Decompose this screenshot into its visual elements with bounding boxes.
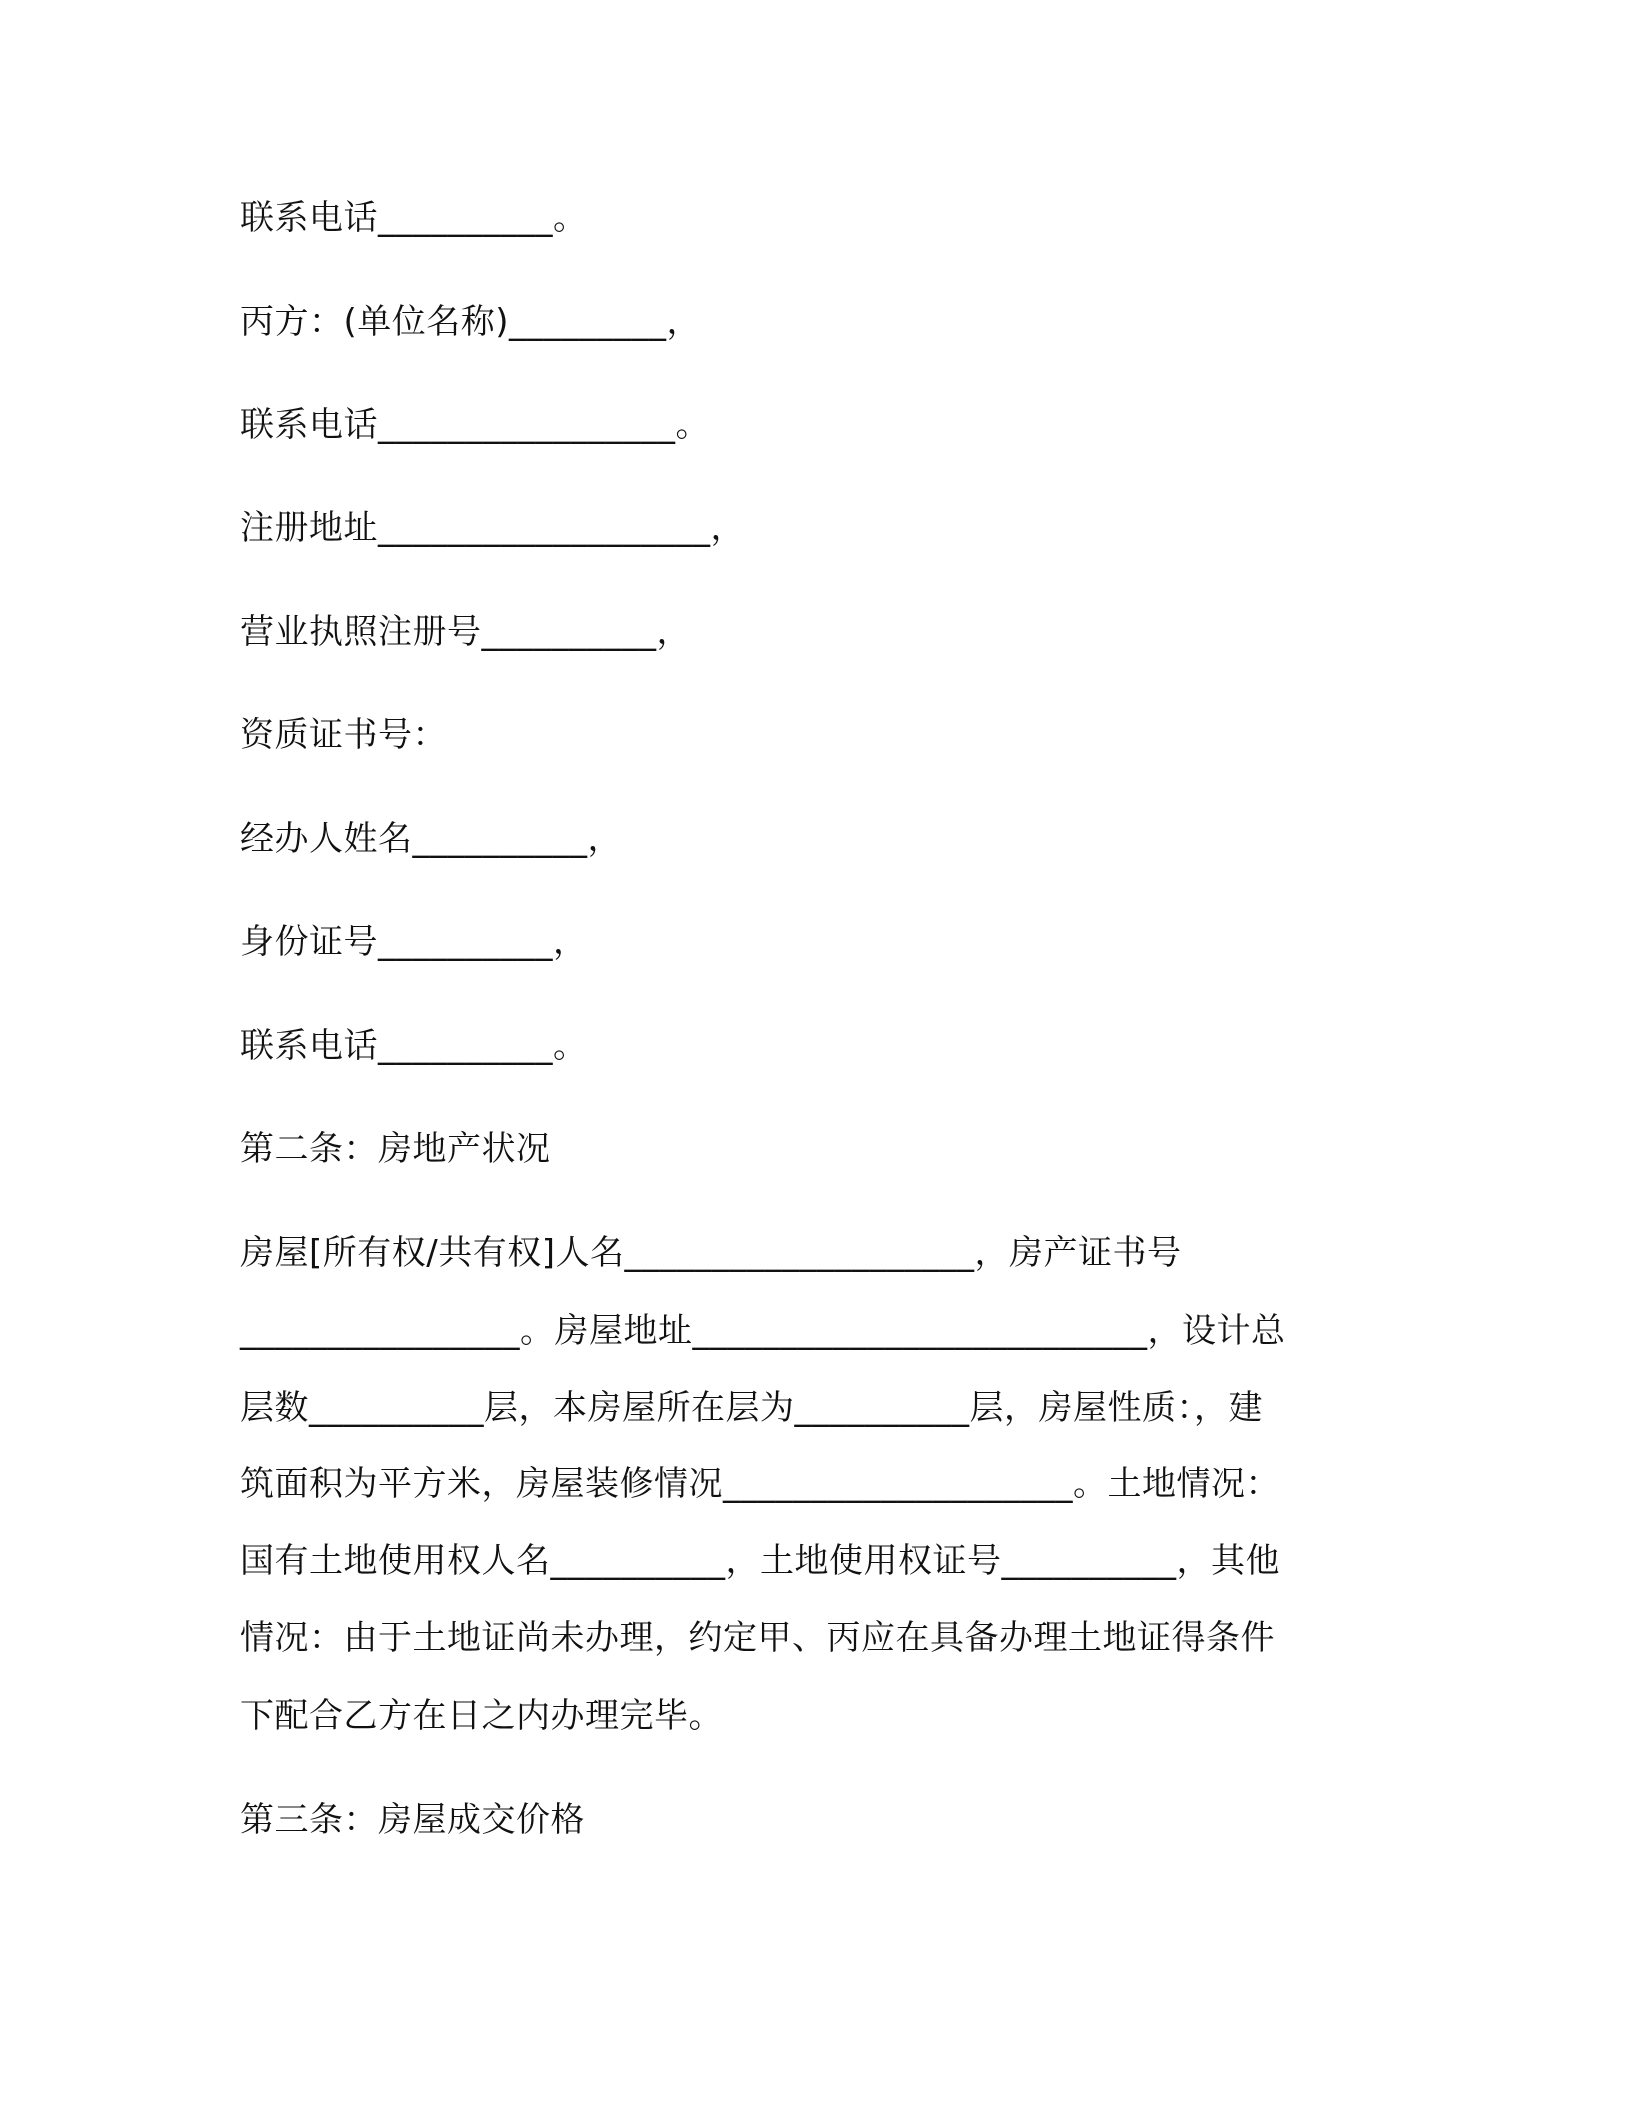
party-c-phone-line: 联系电话_________________。 <box>240 405 710 445</box>
article-two-paragraph-line: 情况：由于土地证尚未办理，约定甲、丙应在具备办理土地证得条件 <box>240 1618 1275 1658</box>
article-two-heading: 第二条：房地产状况 <box>240 1129 551 1169</box>
article-two-paragraph-line: 层数__________层，本房屋所在层为__________层，房屋性质：，建 <box>240 1388 1263 1428</box>
agent-name-line: 经办人姓名__________， <box>240 819 622 859</box>
id-number-line: 身份证号__________， <box>240 922 588 962</box>
article-two-paragraph-line: 房屋[所有权/共有权]人名____________________，房产证书号 <box>240 1233 1182 1273</box>
article-two-paragraph-line: 筑面积为平方米，房屋装修情况____________________。土地情况： <box>240 1464 1280 1504</box>
business-license-line: 营业执照注册号__________， <box>240 612 691 652</box>
article-two-paragraph-line: 下配合乙方在日之内办理完毕。 <box>240 1696 723 1736</box>
qualification-cert-line: 资质证书号： <box>240 715 447 755</box>
agent-phone-line: 联系电话__________。 <box>240 1026 588 1066</box>
party-b-phone-line: 联系电话__________。 <box>240 198 588 238</box>
article-two-paragraph-line: 国有土地使用权人名__________，土地使用权证号__________，其他 <box>240 1541 1280 1581</box>
article-two-paragraph-line: ________________。房屋地址__________________________，设计总 <box>240 1311 1286 1351</box>
article-three-heading: 第三条：房屋成交价格 <box>240 1800 585 1840</box>
registered-address-line: 注册地址___________________， <box>240 508 745 548</box>
party-c-name-line: 丙方：(单位名称)_________， <box>240 302 702 342</box>
